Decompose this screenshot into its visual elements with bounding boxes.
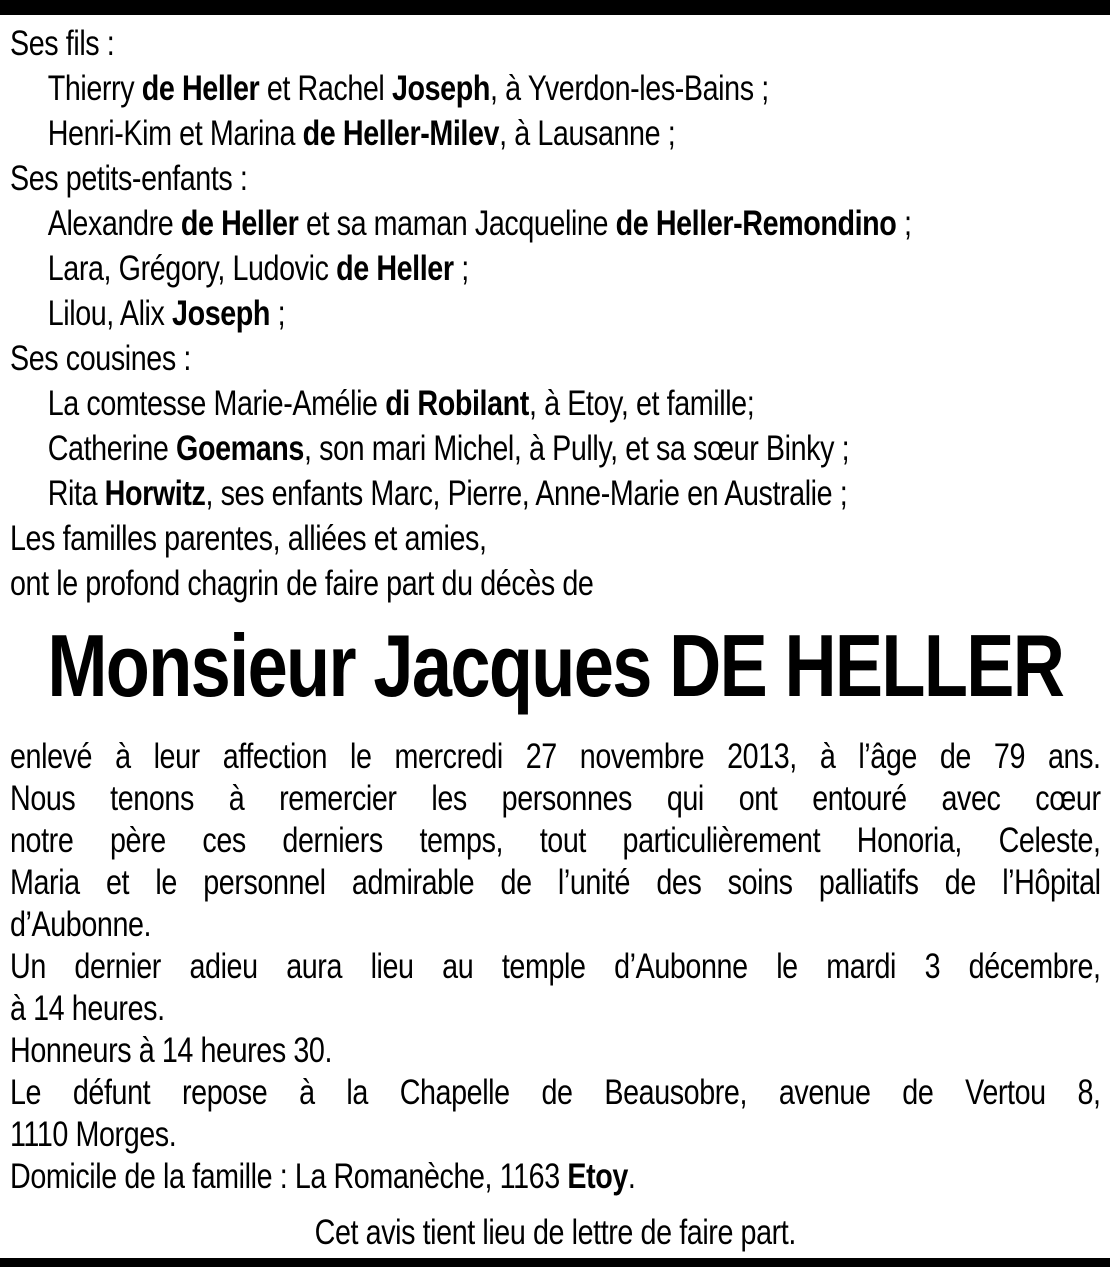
- text-segment: , à Lausanne ;: [499, 114, 676, 153]
- notice-line: [10, 988, 1101, 1030]
- text-segment: Lilou, Alix: [47, 294, 173, 333]
- text-segment: et sa maman Jacqueline: [298, 204, 616, 243]
- bold-family-name: Etoy: [567, 1157, 628, 1196]
- text-segment: 1110 Morges.: [10, 1115, 177, 1154]
- bold-family-name: Joseph: [172, 294, 271, 333]
- text-segment: ont le profond chagrin de faire part du décès de: [10, 564, 594, 603]
- text-segment: Honneurs à 14 heures 30.: [10, 1031, 333, 1070]
- text-segment: Domicile de la famille : La Romanèche, 1163: [10, 1157, 568, 1196]
- notice-content: [10, 15, 1101, 1254]
- notice-line: [10, 1072, 1101, 1114]
- notice-line: [10, 820, 1101, 862]
- bold-family-name: di Robilant: [385, 384, 529, 423]
- text-segment: , à Yverdon-les-Bains ;: [489, 69, 769, 108]
- family-list: [10, 15, 1101, 606]
- notice-line: [10, 736, 1101, 778]
- notice-line: [10, 336, 1101, 381]
- notice-line: [10, 1156, 1101, 1198]
- text-segment: Ses cousines :: [10, 339, 191, 378]
- text-segment: , ses enfants Marc, Pierre, Anne-Marie en Australie ;: [205, 474, 848, 513]
- text-segment: Les familles parentes, alliées et amies,: [10, 519, 487, 558]
- notice-line: [10, 21, 1101, 66]
- text-segment: Nous tenons à remercier les personnes qui ont entouré avec cœur: [10, 779, 1101, 818]
- text-segment: Catherine: [47, 429, 177, 468]
- notice-line: [10, 862, 1101, 904]
- text-segment: Lara, Grégory, Ludovic: [47, 249, 337, 288]
- text-segment: Ses fils :: [10, 24, 115, 63]
- text-segment: Alexandre: [47, 204, 181, 243]
- text-segment: Le défunt repose à la Chapelle de Beausobre, avenue de Vertou 8,: [10, 1073, 1101, 1112]
- notice-line: [10, 201, 1101, 246]
- text-segment: notre père ces derniers temps, tout particulièrement Honoria, Celeste,: [10, 821, 1101, 860]
- text-segment: La comtesse Marie-Amélie: [47, 384, 386, 423]
- text-segment: , à Etoy, et famille;: [528, 384, 755, 423]
- notice-line: [10, 246, 1101, 291]
- announcement-body: [10, 736, 1101, 1198]
- text-segment: Ses petits-enfants :: [10, 159, 248, 198]
- text-segment: Maria et le personnel admirable de l’unité des soins palliatifs de l’Hôpital: [10, 863, 1101, 902]
- text-segment: d’Aubonne.: [10, 905, 152, 944]
- bold-family-name: de Heller: [336, 249, 454, 288]
- notice-line: [10, 516, 1101, 561]
- bold-family-name: Joseph: [391, 69, 490, 108]
- notice-line: [10, 471, 1101, 516]
- notice-line: [10, 291, 1101, 336]
- deceased-name-title: Monsieur Jacques DE HELLER: [47, 616, 1064, 715]
- text-segment: ;: [453, 249, 469, 288]
- closing-line: Cet avis tient lieu de lettre de faire part.: [314, 1213, 796, 1252]
- text-segment: .: [627, 1157, 636, 1196]
- notice-line: [10, 1114, 1101, 1156]
- text-segment: ;: [896, 204, 912, 243]
- text-segment: Thierry: [47, 69, 142, 108]
- notice-line: [10, 561, 1101, 606]
- notice-line: [10, 66, 1101, 111]
- bold-family-name: Horwitz: [104, 474, 206, 513]
- text-segment: , son mari Michel, à Pully, et sa sœur Binky ;: [303, 429, 850, 468]
- notice-line: [10, 381, 1101, 426]
- bold-family-name: de Heller-Remondino: [615, 204, 897, 243]
- text-segment: Rita: [47, 474, 105, 513]
- text-segment: ;: [270, 294, 286, 333]
- notice-line: [10, 1030, 1101, 1072]
- bold-family-name: Goemans: [176, 429, 304, 468]
- text-segment: Un dernier adieu aura lieu au temple d’Aubonne le mardi 3 décembre,: [10, 947, 1101, 986]
- notice-line: [10, 946, 1101, 988]
- notice-line: [10, 904, 1101, 946]
- notice-line: [10, 426, 1101, 471]
- bold-family-name: de Heller: [141, 69, 260, 108]
- top-border-rule: [0, 0, 1110, 15]
- notice-line: [10, 111, 1101, 156]
- text-segment: à 14 heures.: [10, 989, 165, 1028]
- notice-line: [10, 156, 1101, 201]
- bottom-border-rule: [0, 1258, 1110, 1267]
- bold-family-name: de Heller: [180, 204, 299, 243]
- text-segment: enlevé à leur affection le mercredi 27 novembre 2013, à l’âge de 79 ans.: [10, 737, 1101, 776]
- text-segment: et Rachel: [259, 69, 392, 108]
- notice-line: [10, 778, 1101, 820]
- text-segment: Henri-Kim et Marina: [47, 114, 303, 153]
- bold-family-name: de Heller-Milev: [302, 114, 500, 153]
